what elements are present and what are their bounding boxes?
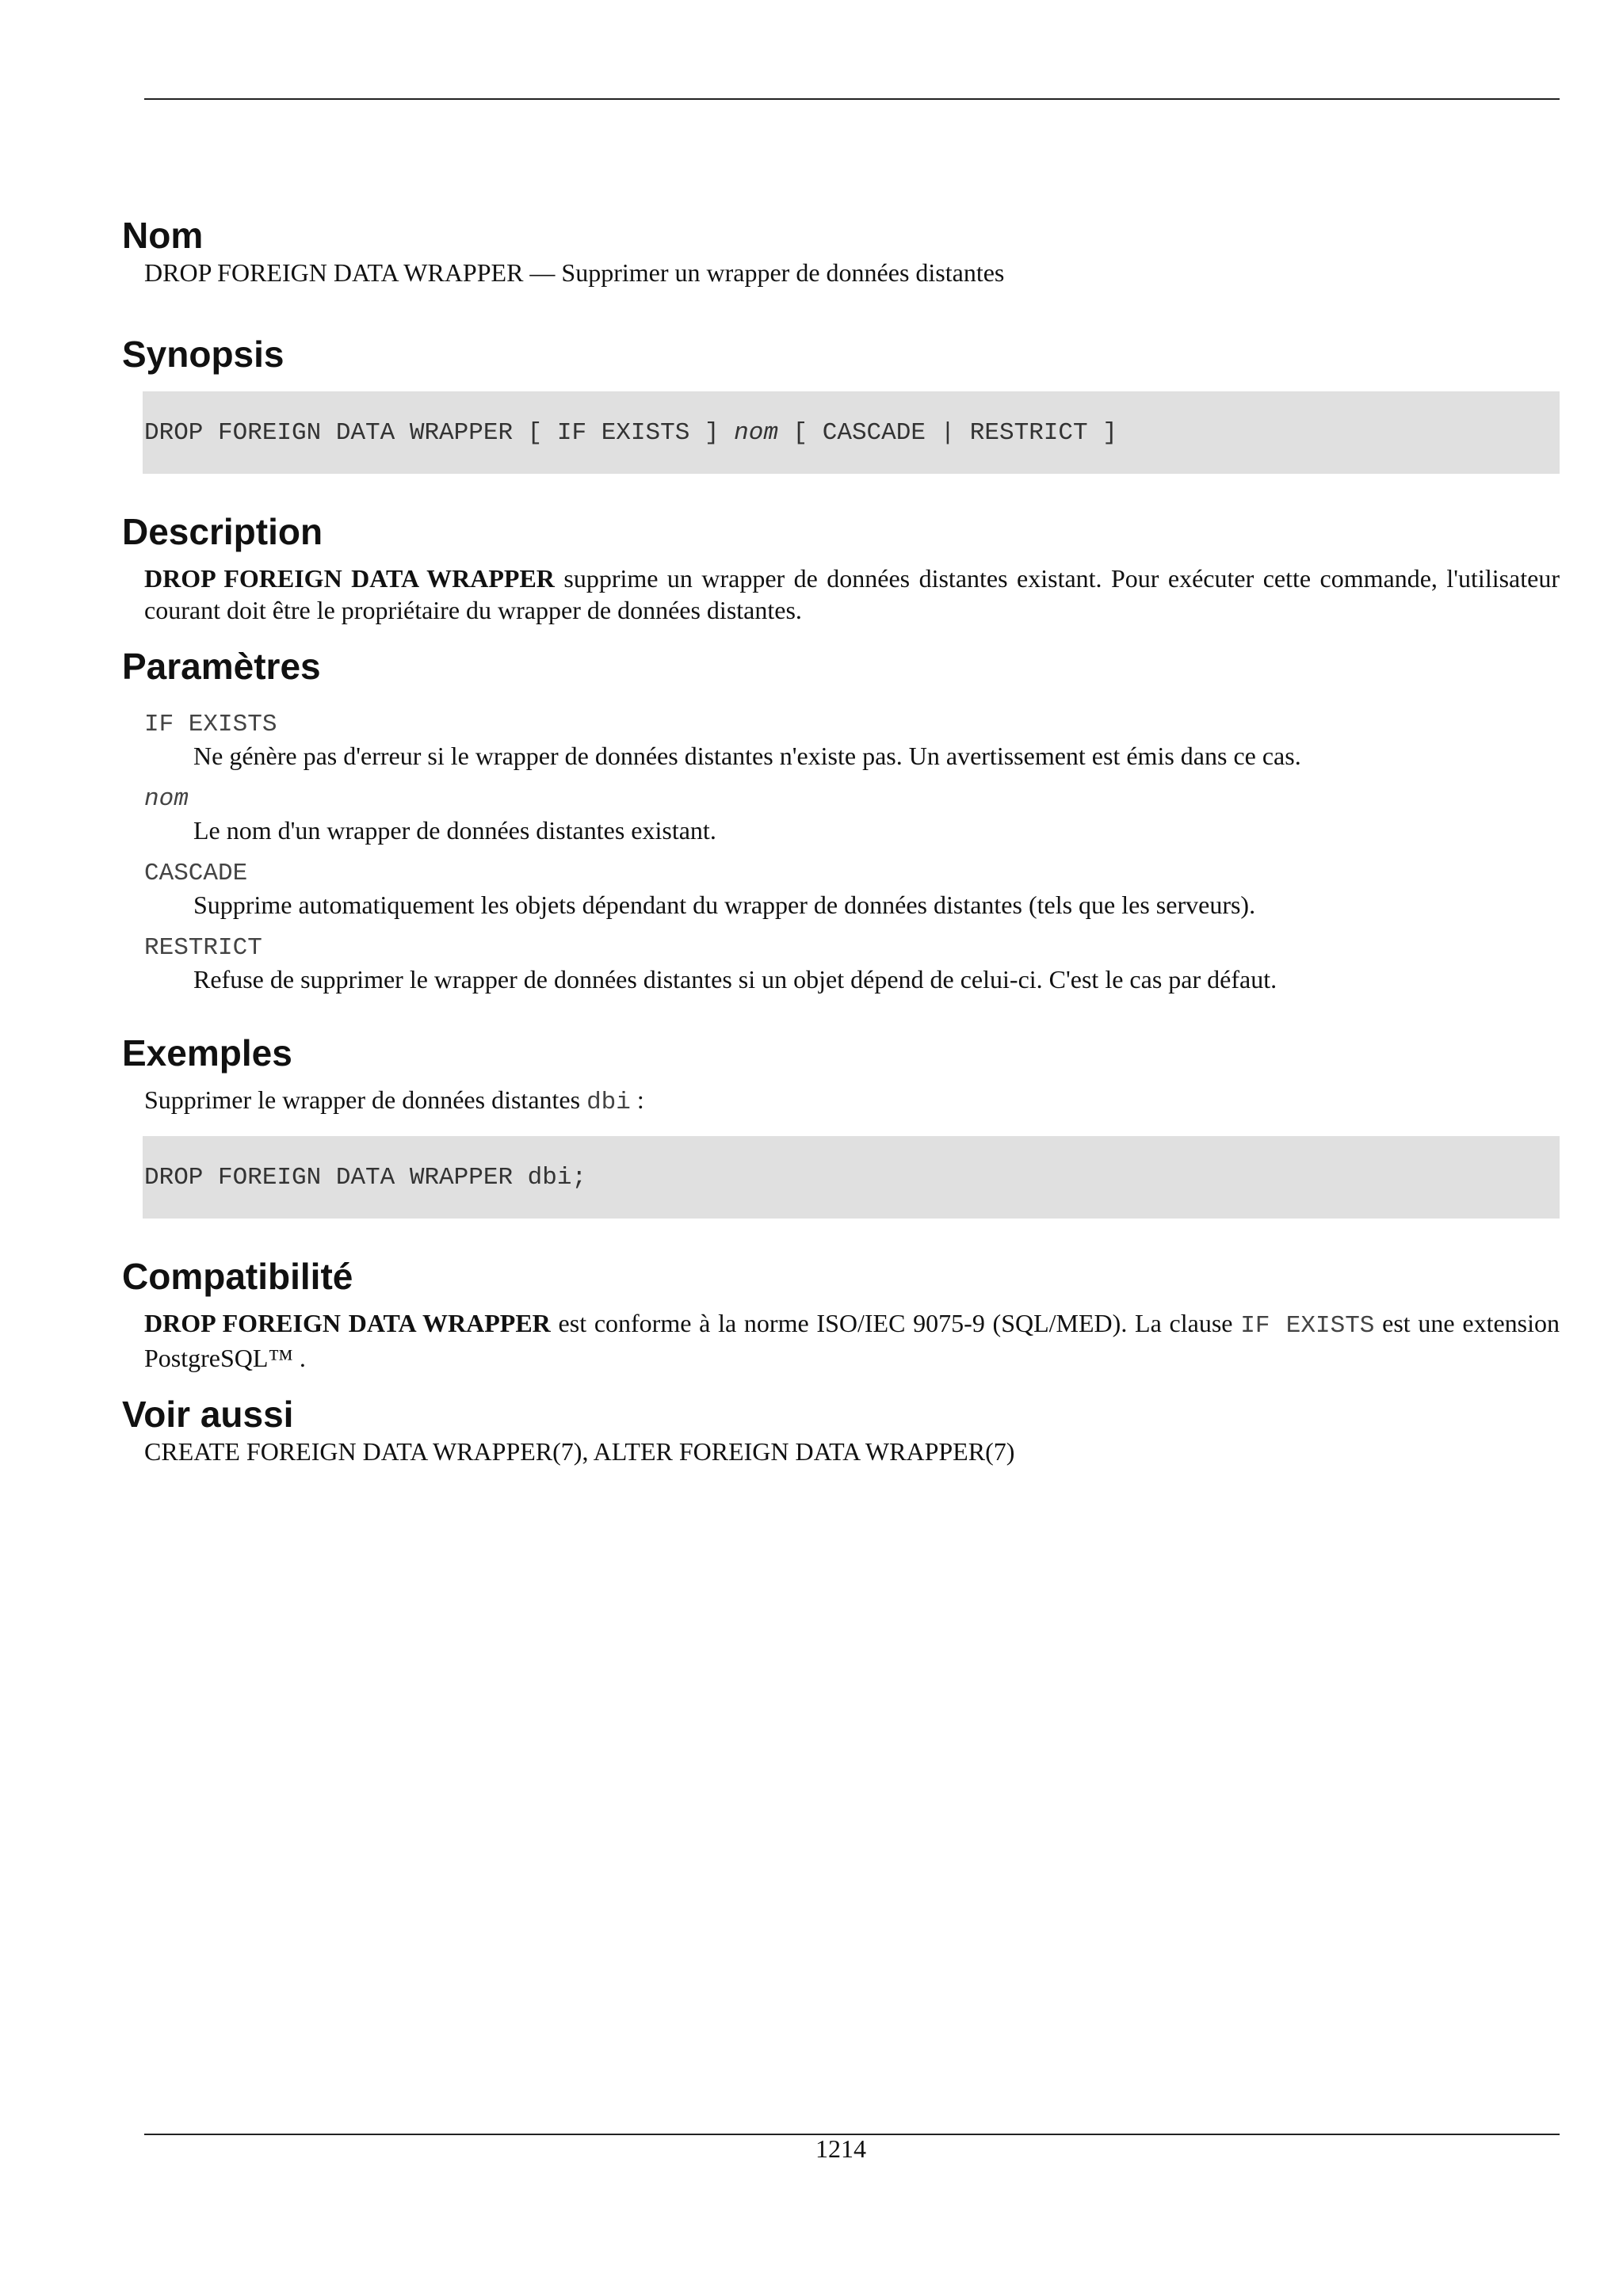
param-definition-if-exists: Ne génère pas d'erreur si le wrapper de données distantes n'existe pas. Un avertissement est émis dans ce cas.: [193, 742, 1301, 770]
param-term-cascade: CASCADE: [144, 860, 248, 887]
param-definition-nom: Le nom d'un wrapper de données distantes existant.: [193, 816, 716, 845]
description-command: DROP FOREIGN DATA WRAPPER: [144, 564, 555, 593]
compatibilite-clause: IF EXISTS: [1240, 1312, 1375, 1340]
compatibilite-text-start: est conforme à la norme ISO/IEC 9075-9 (SQL/MED). La clause: [550, 1309, 1241, 1337]
compatibilite-command: DROP FOREIGN DATA WRAPPER: [144, 1309, 551, 1337]
section-heading-nom: Nom: [122, 215, 204, 256]
compatibilite-text: [144, 1307, 1560, 1374]
param-term-if-exists: IF EXISTS: [144, 711, 277, 738]
param-definition-restrict: Refuse de supprimer le wrapper de données distantes si un objet dépend de celui-ci. C'est le cas par défaut.: [193, 965, 1277, 994]
exemples-intro-text: Supprimer le wrapper de données distantes: [144, 1085, 587, 1114]
description-body: supprime un wrapper de données distantes existant. Pour exécuter cette commande, l'utilisateur courant doit être le propriétaire du wrapper de données distantes.: [144, 564, 1560, 624]
exemples-intro-code: dbi: [586, 1089, 631, 1116]
parameter-list: [122, 710, 1560, 995]
section-heading-compatibilite: Compatibilité: [122, 1256, 353, 1297]
voir-aussi-text: CREATE FOREIGN DATA WRAPPER(7), ALTER FOREIGN DATA WRAPPER(7): [144, 1437, 1015, 1466]
exemples-intro: [144, 1084, 1560, 1119]
synopsis-code-block: [143, 391, 1560, 474]
header-rule: [144, 98, 1560, 100]
compatibilite-text-end: est une extension PostgreSQL™ .: [144, 1309, 1560, 1372]
synopsis-code-start: DROP FOREIGN DATA WRAPPER [ IF EXISTS ]: [144, 418, 735, 447]
section-heading-exemples: Exemples: [122, 1032, 292, 1074]
section-heading-synopsis: Synopsis: [122, 334, 285, 375]
nom-text: DROP FOREIGN DATA WRAPPER — Supprimer un wrapper de données distantes: [144, 258, 1005, 287]
page-number: 1214: [815, 2134, 866, 2163]
description-text: [144, 563, 1560, 626]
reference-page: [122, 214, 1560, 1467]
synopsis-code-end: [ CASCADE | RESTRICT ]: [777, 418, 1117, 447]
section-heading-parametres: Paramètres: [122, 646, 321, 687]
example-code-block: DROP FOREIGN DATA WRAPPER dbi;: [143, 1136, 1560, 1219]
param-term-restrict: RESTRICT: [144, 934, 262, 962]
param-definition-cascade: Supprime automatiquement les objets dépendant du wrapper de données distantes (tels que les serveurs).: [193, 891, 1256, 919]
section-heading-description: Description: [122, 511, 323, 552]
section-heading-voir-aussi: Voir aussi: [122, 1394, 294, 1435]
exemples-intro-end: :: [630, 1085, 644, 1114]
synopsis-code-param: nom: [734, 418, 778, 447]
param-term-nom: nom: [144, 785, 189, 813]
